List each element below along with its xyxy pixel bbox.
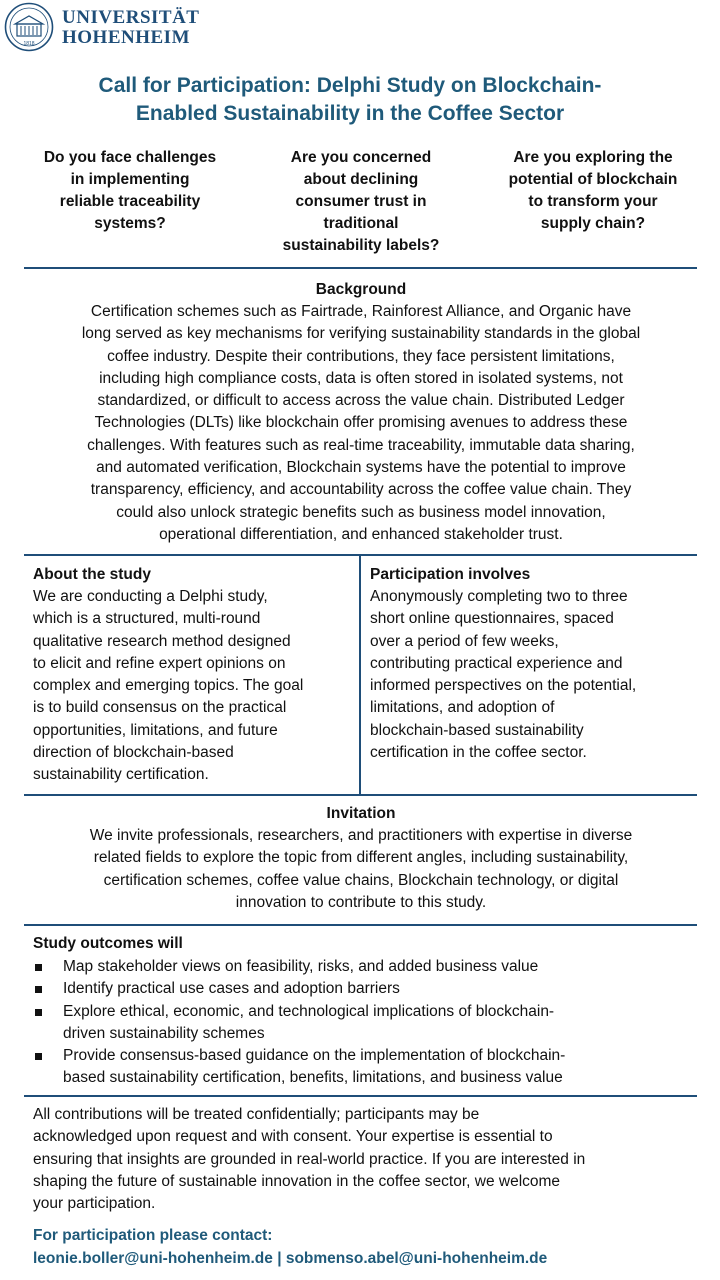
question-line: consumer trust in	[295, 193, 427, 210]
text-line: certification in the coffee sector.	[370, 744, 587, 762]
text-line: shaping the future of sustainable innovation in the coffee sector, we welcome	[33, 1172, 561, 1190]
question-line: to transform your	[528, 193, 658, 210]
text-line: ensuring that insights are grounded in real-world practice. If you are interested in	[33, 1150, 586, 1168]
square-bullet-icon	[35, 986, 42, 993]
text-line: opportunities, limitations, and future	[33, 721, 278, 739]
page-title	[20, 72, 680, 128]
question-line: systems?	[94, 215, 166, 232]
section-divider	[24, 267, 697, 269]
text-line: We are conducting a Delphi study,	[33, 588, 268, 605]
text-line: Map stakeholder views on feasibility, risks, and added business value	[63, 958, 539, 975]
list-item	[33, 1045, 697, 1090]
text-line: is to build consensus on the practical	[33, 699, 287, 717]
title-line: Enabled Sustainability in the Coffee Sector	[135, 102, 565, 125]
text-line: standardized, or difficult to access across the value chain. Distributed Ledger	[97, 392, 625, 410]
text-line: and automated verification, Blockchain systems have the potential to improve	[96, 459, 626, 477]
question-line: potential of blockchain	[508, 171, 678, 188]
university-logo	[4, 2, 304, 52]
square-bullet-icon	[35, 1009, 42, 1016]
text-line: Anonymously completing two to three	[370, 588, 628, 605]
question-line: in implementing	[70, 171, 190, 188]
email-separator: |	[272, 1250, 286, 1267]
text-line: which is a structured, multi-round	[33, 610, 261, 628]
contact-emails	[33, 1247, 697, 1270]
text-line: could also unlock strategic benefits such as business model innovation,	[116, 503, 606, 521]
text-line: your participation.	[33, 1195, 156, 1213]
contact-section	[33, 1224, 697, 1270]
about-study-heading: About the study	[33, 566, 151, 583]
square-bullet-icon	[35, 964, 42, 971]
study-outcomes-section	[33, 933, 697, 1090]
text-line: qualitative research method designed	[33, 632, 291, 650]
text-line: Explore ethical, economic, and technological implications of blockchain-	[63, 1002, 555, 1020]
text-line: All contributions will be treated confidentially; participants may be	[33, 1106, 480, 1123]
text-line: challenges. With features such as real-time traceability, immutable data sharing,	[87, 436, 635, 454]
text-line: related fields to explore the topic from different angles, including sustainability,	[93, 849, 629, 867]
contact-label: For participation please contact:	[33, 1227, 273, 1244]
study-outcomes-list	[33, 956, 697, 1090]
text-line: operational differentiation, and enhanced stakeholder trust.	[159, 525, 563, 543]
text-line: limitations, and adoption of	[370, 699, 555, 717]
text-line: driven sustainability schemes	[63, 1024, 265, 1042]
text-line: direction of blockchain-based	[33, 744, 234, 762]
square-bullet-icon	[35, 1053, 42, 1060]
text-line: sustainability certification.	[33, 766, 209, 784]
list-item	[33, 956, 697, 978]
text-line: Identify practical use cases and adoption barriers	[63, 980, 400, 998]
question-line: Are you exploring the	[513, 149, 673, 166]
seal-year: 1818	[23, 41, 35, 47]
study-outcomes-heading: Study outcomes will	[33, 935, 183, 952]
title-line: Call for Participation: Delphi Study on Blockchain-	[98, 74, 602, 97]
question-line: about declining	[303, 171, 419, 188]
question-blockchain-potential	[486, 147, 700, 263]
text-line: acknowledged upon request and with consent. Your expertise is essential to	[33, 1128, 553, 1146]
section-divider	[24, 1095, 697, 1097]
invitation-section	[26, 803, 696, 914]
list-item	[33, 978, 697, 1000]
university-name-line2: HOHENHEIM	[62, 27, 191, 48]
email-link-abel[interactable]: sobmenso.abel@uni-hohenheim.de	[285, 1250, 548, 1267]
text-line: long served as key mechanisms for verifying sustainability standards in the global	[81, 325, 641, 343]
text-line: certification schemes, coffee value chains, Blockchain technology, or digital	[103, 871, 619, 889]
invitation-text	[26, 825, 696, 914]
participation-text	[370, 586, 692, 764]
text-line: innovation to contribute to this study.	[235, 893, 487, 911]
section-divider	[24, 924, 697, 926]
background-heading: Background	[315, 281, 407, 298]
question-line: Do you face challenges	[43, 149, 217, 166]
text-line: contributing practical experience and	[370, 654, 623, 672]
question-traceability	[24, 147, 236, 263]
background-section	[26, 279, 696, 546]
question-line: traditional	[323, 215, 399, 232]
question-consumer-trust	[266, 147, 456, 263]
university-name-line1: UNIVERSITÄT	[62, 7, 200, 28]
question-line: supply chain?	[540, 215, 646, 232]
text-line: complex and emerging topics. The goal	[33, 677, 304, 695]
question-line: sustainability labels?	[282, 237, 440, 254]
column-divider	[359, 556, 361, 794]
university-name	[62, 8, 199, 48]
text-line: based sustainability certification, benefits, limitations, and business value	[63, 1069, 563, 1087]
closing-paragraph	[33, 1104, 697, 1215]
invitation-heading: Invitation	[326, 805, 396, 822]
text-line: Provide consensus-based guidance on the implementation of blockchain-	[63, 1047, 566, 1065]
participation-section	[370, 564, 692, 764]
about-study-section	[33, 564, 351, 787]
about-study-text	[33, 586, 351, 787]
text-line: including high compliance costs, data is often stored in isolated systems, not	[99, 369, 623, 387]
question-line: Are you concerned	[290, 149, 432, 166]
text-line: blockchain-based sustainability	[370, 721, 584, 739]
text-line: coffee industry. Despite their contributions, they face persistent limitations,	[107, 347, 615, 365]
question-line: reliable traceability	[59, 193, 201, 210]
question-row	[24, 147, 700, 263]
list-item	[33, 1001, 697, 1046]
text-line: Certification schemes such as Fairtrade, Rainforest Alliance, and Organic have	[90, 303, 632, 320]
text-line: transparency, efficiency, and accountability across the coffee value chain. They	[90, 481, 632, 499]
text-line: Technologies (DLTs) like blockchain offer promising avenues to address these	[94, 414, 628, 432]
text-line: over a period of few weeks,	[370, 632, 559, 650]
participation-heading: Participation involves	[370, 566, 531, 583]
university-seal-icon	[4, 2, 54, 52]
background-text	[26, 301, 696, 546]
text-line: informed perspectives on the potential,	[370, 677, 637, 695]
text-line: short online questionnaires, spaced	[370, 610, 614, 628]
email-link-boller[interactable]: leonie.boller@uni-hohenheim.de	[33, 1250, 273, 1267]
section-divider	[24, 794, 697, 796]
text-line: to elicit and refine expert opinions on	[33, 654, 286, 672]
text-line: We invite professionals, researchers, and practitioners with expertise in diverse	[89, 827, 633, 844]
